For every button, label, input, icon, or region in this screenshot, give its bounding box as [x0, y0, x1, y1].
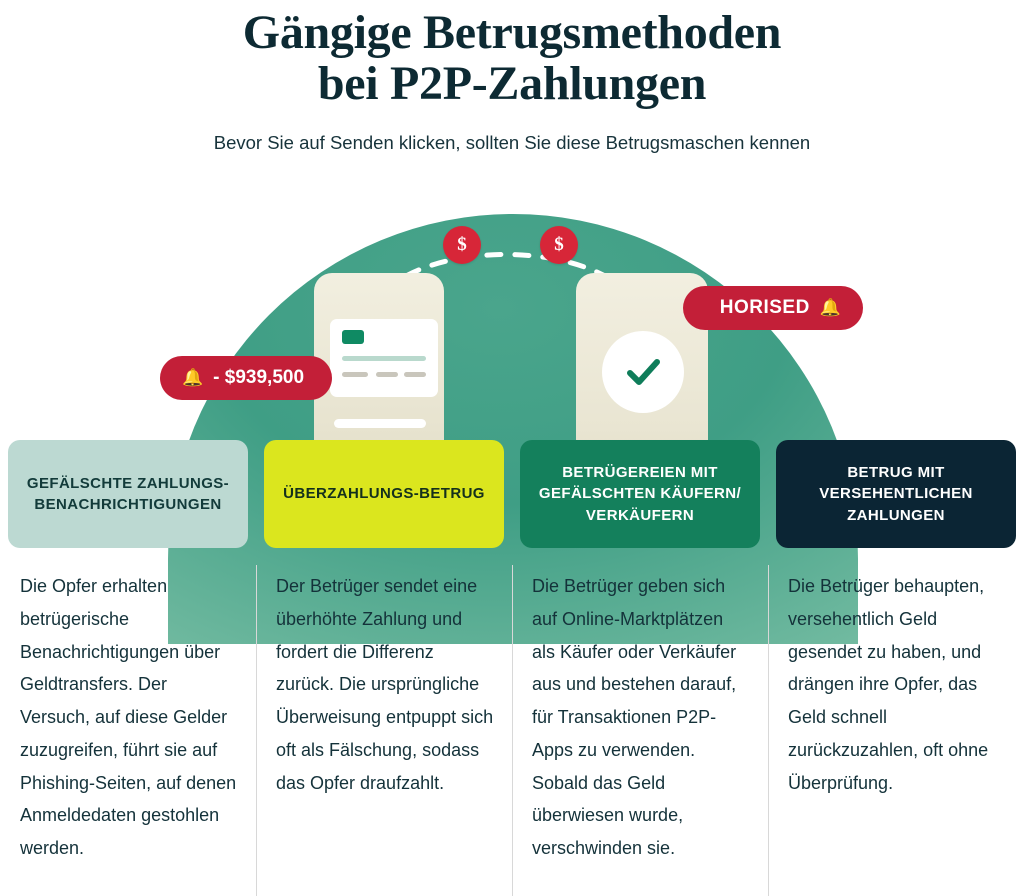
scam-body-text: Die Betrüger geben sich auf Online-Marktplätzen als Käufer oder Verkäufer aus und bestehen darauf, für Transaktionen P2P-Apps zu verwenden. Sobald das Geld überwiesen wurde, verschwinden sie. — [532, 576, 737, 858]
page-title — [0, 8, 1024, 110]
scam-heading-box-1 — [8, 440, 248, 548]
phone-bottom-bar — [334, 419, 426, 428]
scam-heading-label: BETRÜGEREIEN MIT GEFÄLSCHTEN KÄUFERN/ VERKÄUFERN — [538, 464, 742, 524]
column-divider — [768, 565, 769, 896]
card-chip-icon — [342, 330, 364, 344]
scam-heading-box-3 — [520, 440, 760, 548]
column-divider — [512, 565, 513, 896]
dollar-coin-icon: $ — [540, 226, 578, 264]
payment-card-icon — [330, 319, 438, 397]
scam-heading-label: GEFÄLSCHTE ZAHLUNGS-BENACHRICHTIGUNGEN — [26, 474, 230, 513]
dollar-coin-icon: $ — [443, 226, 481, 264]
bell-icon: 🔔 — [182, 368, 204, 387]
unauthorised-alert-badge — [683, 286, 863, 330]
unauthorised-alert-text: HORISED — [719, 297, 810, 318]
scam-heading-label: BETRUG MIT VERSEHENTLICHEN ZAHLUNGEN — [819, 464, 973, 524]
card-line — [342, 372, 368, 377]
card-line — [404, 372, 426, 377]
page-title-line-2: bei P2P-Zahlungen — [317, 56, 707, 110]
card-line — [376, 372, 398, 377]
scam-column-3 — [512, 440, 768, 865]
illustration — [0, 178, 1024, 468]
scam-heading-label: ÜBERZAHLUNGS-BETRUG — [283, 485, 485, 503]
amount-alert-badge — [160, 356, 332, 400]
scam-body-text: Der Betrüger sendet eine überhöhte Zahlung und fordert die Differenz zurück. Die ursprüngliche Überweisung entpuppt sich oft als Fälschung, sodass das Opfer draufzahlt. — [276, 576, 494, 793]
scam-column-4 — [768, 440, 1024, 865]
scam-heading-box-2 — [264, 440, 504, 548]
page-title-line-1: Gängige Betrugsmethoden — [242, 6, 782, 59]
scam-body-text: Die Betrüger behaupten, versehentlich Geld gesendet zu haben, und drängen ihre Opfer, das Geld schnell zurückzuzahlen, oft ohne Überprüfung. — [788, 576, 989, 793]
scam-column-2 — [256, 440, 512, 865]
scam-heading-box-4 — [776, 440, 1016, 548]
check-circle-icon — [602, 331, 684, 413]
bell-icon: 🔔 — [819, 298, 841, 317]
header — [0, 0, 1024, 154]
scam-columns — [0, 440, 1024, 865]
page-subtitle: Bevor Sie auf Senden klicken, sollten Sie diese Betrugsmaschen kennen — [213, 131, 811, 153]
scam-body-text: Die Opfer erhalten betrügerische Benachrichtigungen über Geldtransfers. Der Versuch, auf diese Gelder zuzugreifen, führt sie auf Phishing-Seiten, auf denen Anmeldedaten gestohlen werden. — [20, 576, 237, 858]
card-line — [342, 356, 426, 361]
scam-column-1 — [0, 440, 256, 865]
column-divider — [256, 565, 257, 896]
amount-alert-text: - $939,500 — [213, 367, 305, 388]
